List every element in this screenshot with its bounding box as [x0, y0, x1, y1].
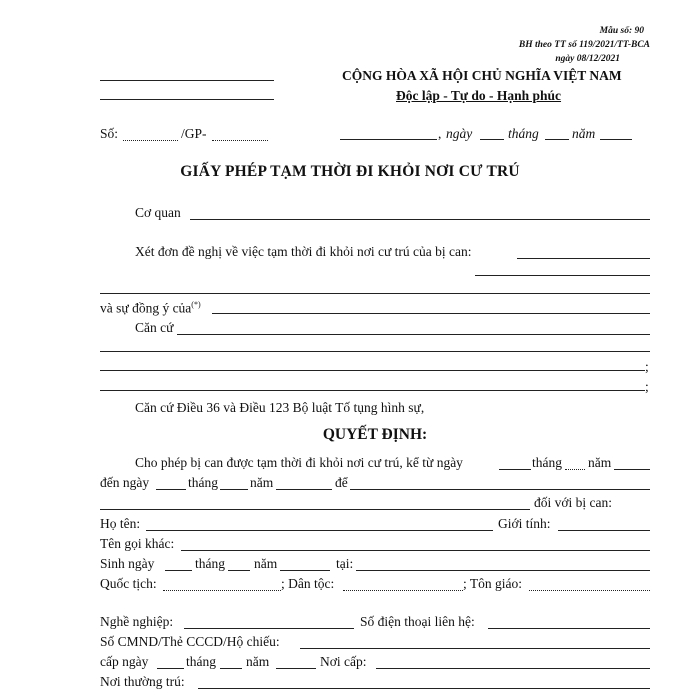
- dan-toc-field[interactable]: [343, 590, 463, 591]
- sinh-nam-field[interactable]: [280, 570, 330, 571]
- noi-cap-field[interactable]: [376, 668, 650, 669]
- so-cmnd-label: Số CMND/Thẻ CCCD/Hộ chiếu:: [100, 634, 280, 649]
- country-heading: CỘNG HÒA XÃ HỘI CHỦ NGHĨA VIỆT NAM: [342, 68, 622, 83]
- su-dong-y-label: [100, 300, 201, 317]
- tu-thang-field[interactable]: [565, 469, 585, 470]
- cap-thang-label: tháng: [186, 654, 216, 669]
- motto: Độc lập - Tự do - Hạnh phúc: [396, 88, 562, 103]
- semicolon-1: ;: [645, 359, 649, 374]
- ton-giao-field[interactable]: [529, 590, 650, 591]
- den-thang-field[interactable]: [220, 489, 248, 490]
- sinh-thang-label: tháng: [195, 556, 225, 571]
- so-field[interactable]: [123, 140, 178, 141]
- tu-nam-label: năm: [588, 455, 612, 470]
- den-ngay-field[interactable]: [156, 489, 186, 490]
- co-quan-field[interactable]: [190, 219, 650, 220]
- cap-thang-field[interactable]: [220, 668, 242, 669]
- place-field[interactable]: [340, 139, 437, 140]
- ton-giao-label: ; Tôn giáo:: [463, 576, 522, 591]
- gp-label: /GP-: [181, 126, 207, 141]
- cap-nam-field[interactable]: [276, 668, 316, 669]
- cap-ngay-field[interactable]: [157, 668, 184, 669]
- decision-heading: QUYẾT ĐỊNH:: [322, 426, 428, 443]
- co-quan-label: Cơ quan: [135, 205, 181, 220]
- page-title: GIẤY PHÉP TẠM THỜI ĐI KHỎI NƠI CƯ TRÚ: [180, 163, 520, 180]
- gioi-tinh-label: Giới tính:: [498, 516, 551, 531]
- footnote-mark: (*): [191, 300, 201, 309]
- nghe-nghiep-field[interactable]: [184, 628, 354, 629]
- sinh-thang-field[interactable]: [228, 570, 250, 571]
- date-nam-field[interactable]: [600, 139, 632, 140]
- gioi-tinh-field[interactable]: [558, 530, 650, 531]
- den-nam-label: năm: [250, 475, 274, 490]
- xet-don-field[interactable]: [517, 258, 650, 259]
- sinh-ngay-field[interactable]: [165, 570, 192, 571]
- agency-blank-line-1[interactable]: [100, 80, 274, 81]
- form-issued-date: ngày 08/12/2021: [555, 54, 620, 64]
- date-nam-label: năm: [572, 126, 596, 141]
- den-nam-field[interactable]: [276, 489, 332, 490]
- can-cu-field-4[interactable]: [100, 390, 645, 391]
- su-dong-y-field[interactable]: [212, 313, 650, 314]
- can-cu-dieu-text: Căn cứ Điều 36 và Điều 123 Bộ luật Tố tụng hình sự,: [135, 400, 425, 415]
- tu-nam-field[interactable]: [614, 469, 650, 470]
- quoc-tich-label: Quốc tịch:: [100, 576, 157, 591]
- nghe-nghiep-label: Nghề nghiệp:: [100, 614, 174, 629]
- ten-goi-khac-field[interactable]: [181, 550, 650, 551]
- ho-ten-field[interactable]: [146, 530, 493, 531]
- doi-voi-label: đối với bị can:: [534, 495, 613, 510]
- tu-ngay-field[interactable]: [499, 469, 531, 470]
- form-number: Mẫu số: 90: [599, 26, 644, 36]
- can-cu-field-2[interactable]: [100, 351, 650, 352]
- so-cmnd-field[interactable]: [300, 648, 650, 649]
- date-thang-label: tháng: [508, 126, 539, 141]
- so-dien-thoai-label: Số điện thoại liên hệ:: [360, 614, 475, 629]
- so-label: Số:: [100, 126, 119, 141]
- tu-thang-label: tháng: [532, 455, 562, 470]
- date-thang-field[interactable]: [545, 139, 569, 140]
- xet-don-field-2[interactable]: [475, 275, 650, 276]
- can-cu-field-3[interactable]: [100, 370, 645, 371]
- form-issued-by: BH theo TT số 119/2021/TT-BCA: [518, 40, 650, 50]
- sinh-nam-label: năm: [254, 556, 278, 571]
- can-cu-field[interactable]: [177, 334, 650, 335]
- xet-don-field-3[interactable]: [100, 293, 650, 294]
- noi-cap-label: Nơi cấp:: [320, 654, 367, 669]
- gp-field[interactable]: [212, 140, 268, 141]
- den-ngay-label: đến ngày: [100, 475, 150, 490]
- date-comma: ,: [438, 126, 442, 141]
- noi-thuong-tru-field[interactable]: [198, 688, 650, 689]
- cap-nam-label: năm: [246, 654, 270, 669]
- de-field[interactable]: [350, 489, 650, 490]
- so-dien-thoai-field[interactable]: [488, 628, 650, 629]
- tai-field[interactable]: [356, 570, 650, 571]
- de-label: để: [335, 475, 348, 490]
- ten-goi-khac-label: Tên gọi khác:: [100, 536, 175, 551]
- quoc-tich-field[interactable]: [163, 590, 281, 591]
- tai-label: tại:: [336, 556, 354, 571]
- can-cu-label: Căn cứ: [135, 320, 174, 335]
- su-dong-y-text: và sự đồng ý của: [100, 300, 192, 316]
- date-ngay-field[interactable]: [480, 139, 504, 140]
- date-ngay-label: ngày: [446, 126, 473, 141]
- agency-blank-line-2[interactable]: [100, 99, 274, 100]
- noi-thuong-tru-label: Nơi thường trú:: [100, 674, 185, 689]
- cap-ngay-label: cấp ngày: [100, 654, 149, 669]
- xet-don-label: Xét đơn đề nghị về việc tạm thời đi khỏi nơi cư trú của bị can:: [135, 244, 472, 259]
- purpose-field-2[interactable]: [100, 509, 530, 510]
- sinh-ngay-label: Sinh ngày: [100, 556, 155, 571]
- ho-ten-label: Họ tên:: [100, 516, 141, 531]
- cho-phep-text: Cho phép bị can được tạm thời đi khỏi nơi cư trú, kể từ ngày: [135, 455, 463, 470]
- den-thang-label: tháng: [188, 475, 218, 490]
- semicolon-2: ;: [645, 379, 649, 394]
- dan-toc-label: ; Dân tộc:: [281, 576, 335, 591]
- form-meta: [519, 24, 650, 66]
